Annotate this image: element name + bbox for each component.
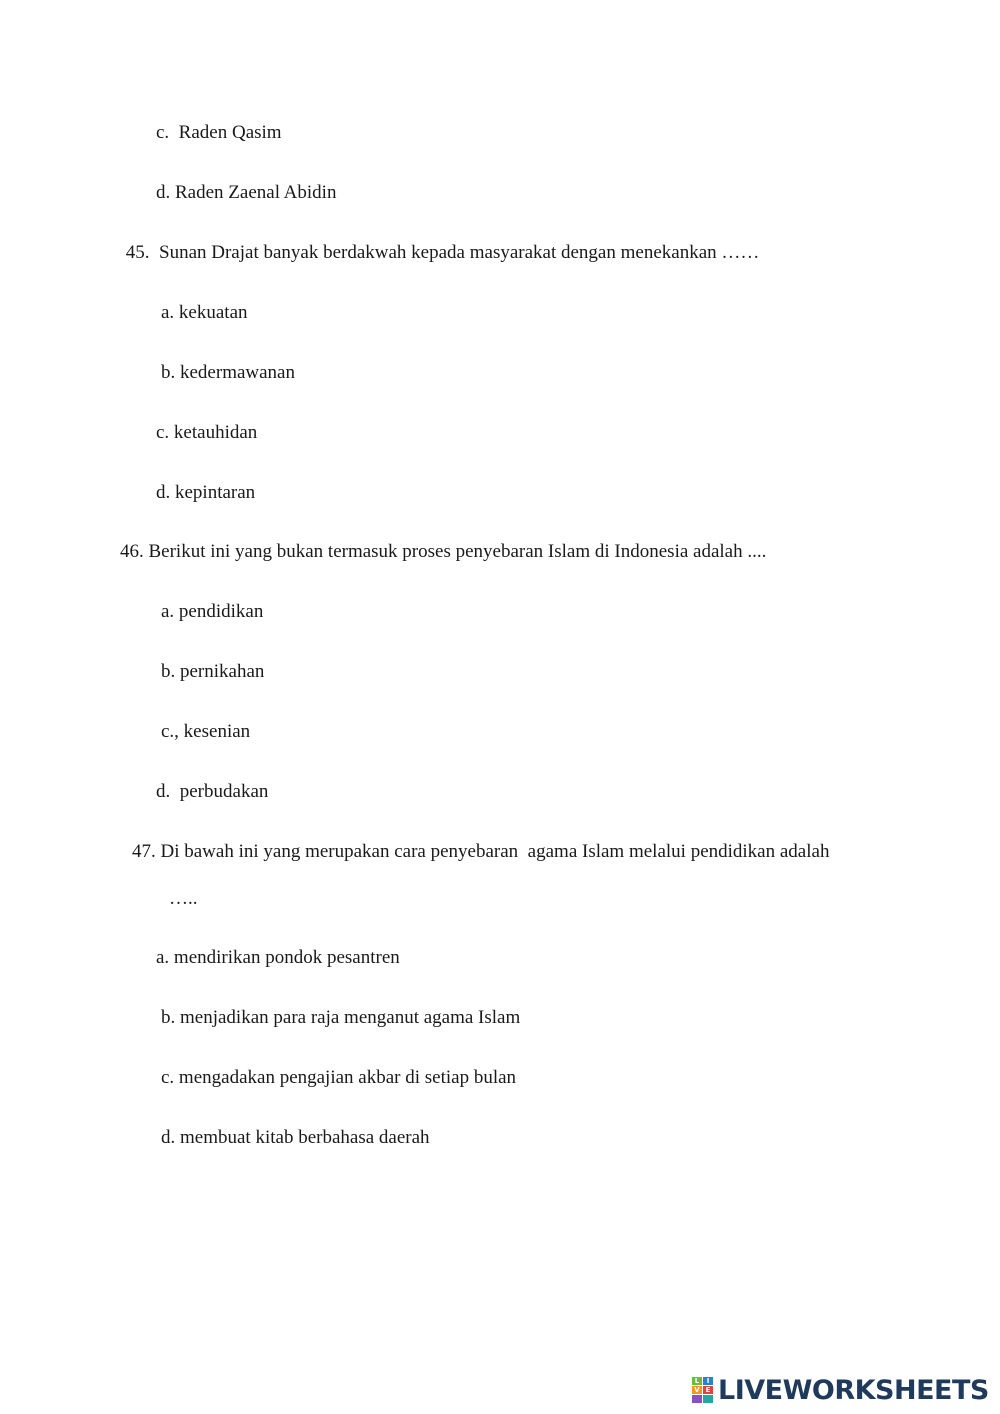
liveworksheets-wordmark: LIVEWORKSHEETS [718,1374,989,1406]
logo-tile: V [692,1386,702,1394]
q47-option-b: b. menjadikan para raja menganut agama Islam [161,1007,521,1028]
question-46: 46. Berikut ini yang bukan termasuk proses penyebaran Islam di Indonesia adalah .... [120,541,767,562]
logo-tile [692,1395,702,1403]
logo-tile [703,1395,713,1403]
q46-option-d: d. perbudakan [156,781,269,802]
q45-option-c: c. ketauhidan [156,422,258,443]
liveworksheets-logo [692,1374,989,1406]
q45-option-d: d. kepintaran [156,482,256,503]
q47-option-a: a. mendirikan pondok pesantren [156,947,400,968]
q44-option-c: c. Raden Qasim [156,122,282,143]
logo-tile: I [703,1377,713,1385]
question-47-continuation: ….. [169,888,198,909]
q47-option-c: c. mengadakan pengajian akbar di setiap bulan [161,1067,517,1088]
q46-option-a: a. pendidikan [161,601,264,622]
question-45: 45. Sunan Drajat banyak berdakwah kepada masyarakat dengan menekankan …… [121,242,760,263]
q44-option-d: d. Raden Zaenal Abidin [156,182,337,203]
q47-option-d: d. membuat kitab berbahasa daerah [161,1127,430,1148]
q46-option-b: b. pernikahan [161,661,265,682]
liveworksheets-logo-icon [692,1377,714,1403]
q45-option-b: b. kedermawanan [161,362,295,383]
logo-tile: E [703,1386,713,1394]
logo-tile: L [692,1377,702,1385]
q46-option-c: c., kesenian [161,721,251,742]
question-47: 47. Di bawah ini yang merupakan cara penyebaran agama Islam melalui pendidikan adalah [132,841,830,862]
q45-option-a: a. kekuatan [161,302,248,323]
